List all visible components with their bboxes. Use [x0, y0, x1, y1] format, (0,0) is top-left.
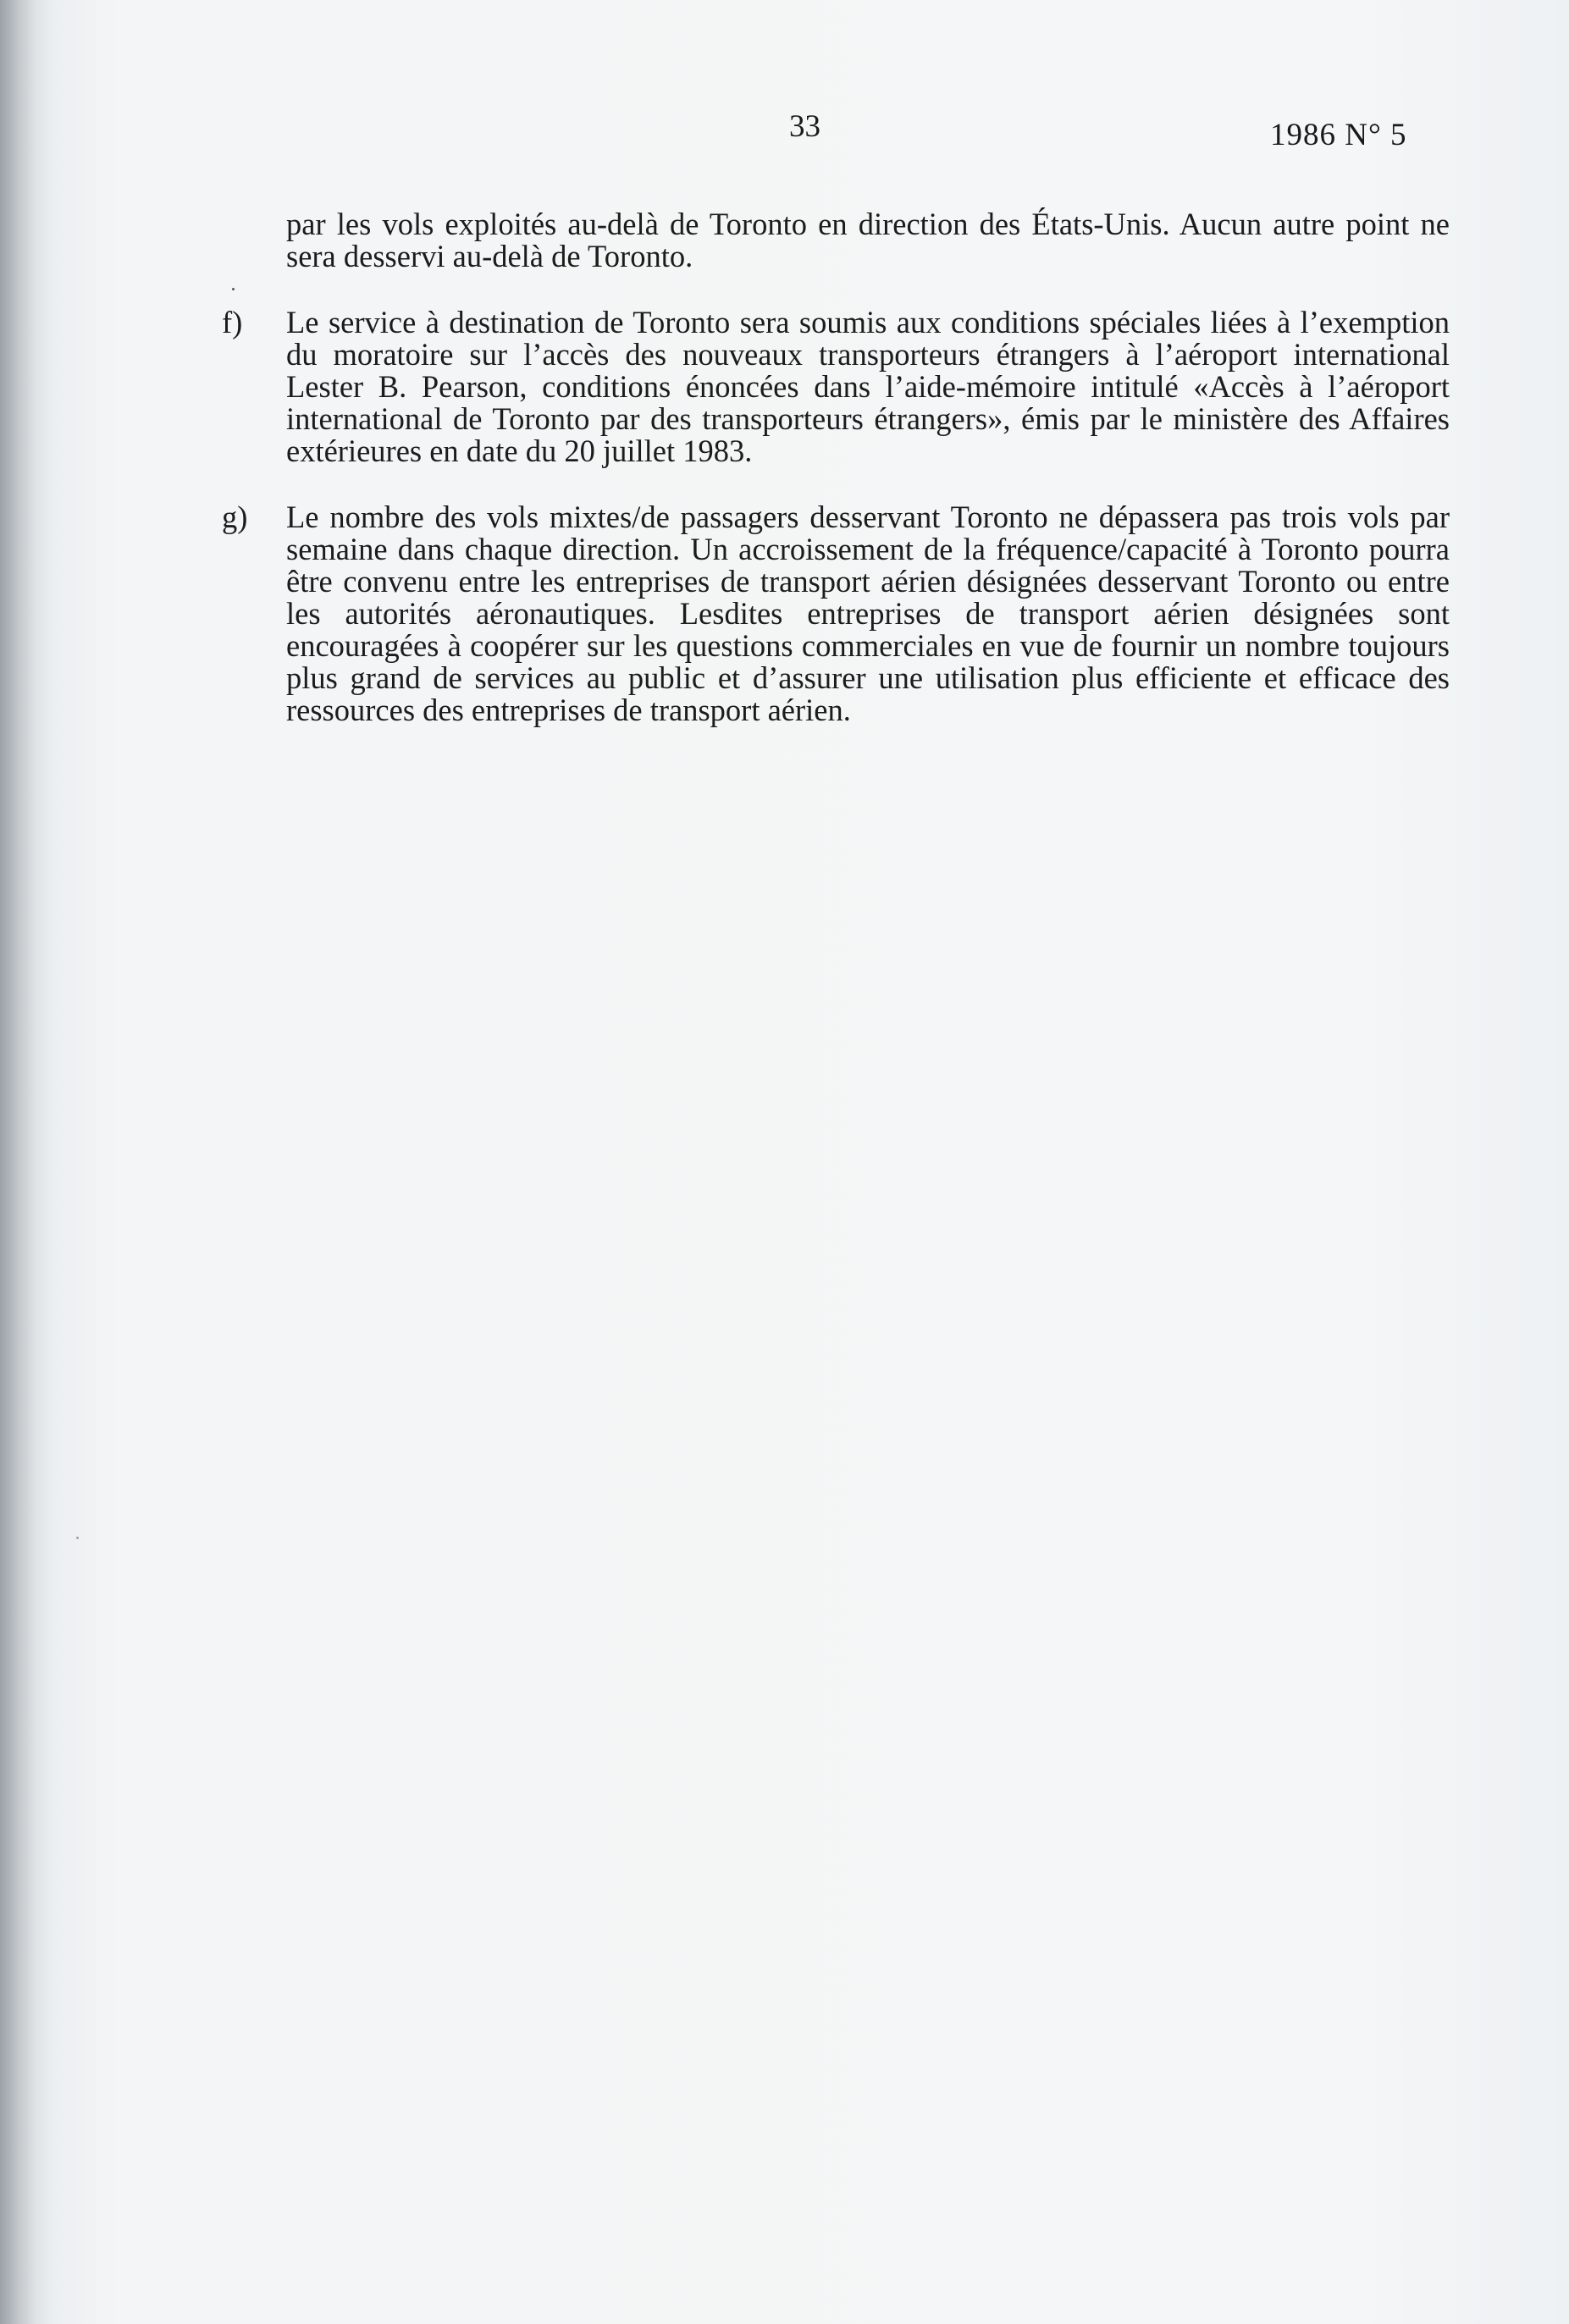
page-number: 33	[789, 109, 820, 144]
list-item-text: Le nombre des vols mixtes/de passagers desservant Toronto ne dépassera pas trois vols par semaine dans chaque direction. Un accroissement de la fréquence/capacité à Toronto pourra être convenu entre les entreprises de transport aérien désignées desservant Toronto ou entre les autorités aéronautiques. Lesdites entreprises de transport aérien désignées sont encouragées à coopérer sur les questions commerciales en vue de fournir un nombre toujours plus grand de services au public et d’assurer une utilisation plus efficiente et efficace des ressources des entreprises de transport aérien.	[286, 500, 1450, 727]
list-item-f	[222, 306, 1450, 467]
list-item-g	[222, 501, 1450, 726]
body-text	[222, 208, 1450, 760]
year-issue: 1986 N° 5	[1270, 118, 1407, 152]
binding-gutter-shadow	[0, 0, 59, 2324]
margin-mark	[76, 1537, 79, 1539]
list-item-letter: g)	[222, 500, 248, 534]
continuation-paragraph: par les vols exploités au-delà de Toronto en direction des États-Unis. Aucun autre point ne sera desservi au-delà de Toronto.	[286, 207, 1450, 273]
show-through-reverse-text	[161, 669, 1448, 1812]
list-item-letter: f)	[222, 305, 243, 339]
list-item-text: Le service à destination de Toronto sera soumis aux conditions spéciales liées à l’exemption du moratoire sur l’accès des nouveaux transporteurs étrangers à l’aéroport international Lester B. Pearson, conditions énoncées dans l’aide-mémoire intitulé «Accès à l’aéroport international de Toronto par des transporteurs étrangers», émis par le ministère des Affaires extérieures en date du 20 juillet 1983.	[286, 305, 1450, 468]
